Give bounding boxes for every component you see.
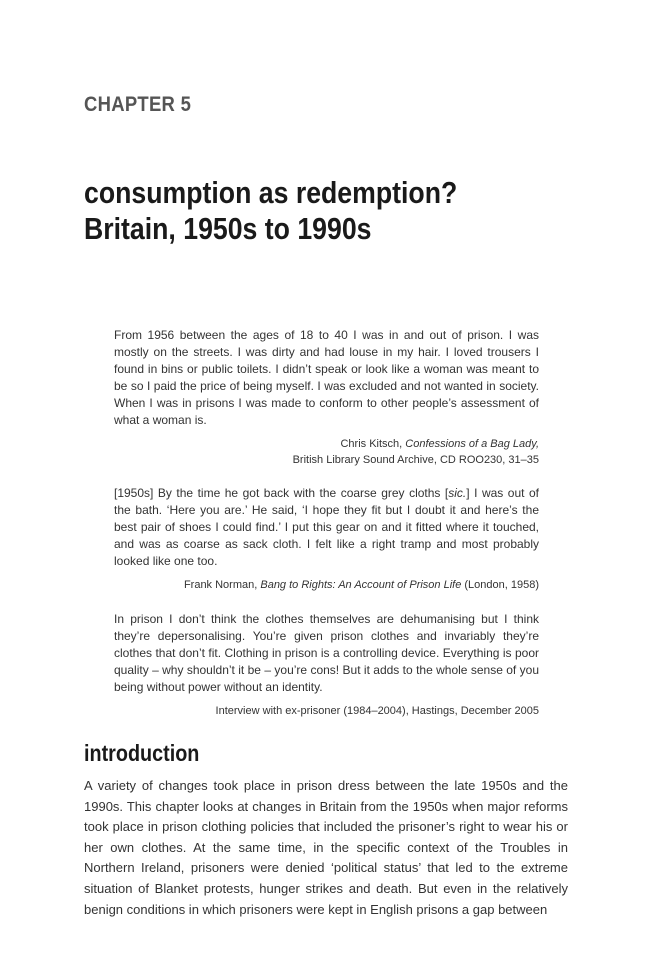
section-heading: introduction <box>84 740 200 766</box>
chapter-title-line-2: Britain, 1950s to 1990s <box>84 211 372 246</box>
epigraph-2-text-after: ] I was out of the bath. ‘Here you are.’ He said, ‘I hope they fit but I doubt it and here’s the best pair of shoes I could find.’ I put this gear on and it fitted where it touched, and was as coarse as sack cloth. I felt like a right tramp and most probably looked like one too. <box>114 486 539 568</box>
epigraph-3-attribution <box>114 703 539 719</box>
epigraph-1-work: Confessions of a Bag Lady, <box>405 438 539 450</box>
epigraph-2-text-before: [1950s] By the time he got back with the coarse grey cloths [ <box>114 486 449 500</box>
epigraph-2-attribution-line <box>114 577 539 593</box>
epigraph-2 <box>114 485 539 593</box>
epigraph-2-author: Frank Norman, <box>183 579 261 591</box>
epigraph-1-attribution-line-1 <box>114 436 539 452</box>
epigraph-1-attribution <box>114 436 539 468</box>
epigraph-1-author: Chris Kitsch, <box>340 438 406 450</box>
epigraph-3-attribution-line: Interview with ex-prisoner (1984–2004), Hastings, December 2005 <box>215 705 539 717</box>
epigraph-2-attribution <box>114 577 539 593</box>
epigraph-2-pubinfo: (London, 1958) <box>461 579 539 591</box>
chapter-title <box>84 175 457 247</box>
chapter-label: CHAPTER 5 <box>84 93 192 116</box>
epigraph-3 <box>114 611 539 719</box>
chapter-title-line-1: consumption as redemption? <box>84 175 458 210</box>
epigraph-1-attribution-line-2: British Library Sound Archive, CD ROO230, 31–35 <box>292 454 539 466</box>
epigraph-2-text <box>114 485 539 570</box>
epigraph-2-sic: sic. <box>448 486 467 500</box>
section-body-paragraph: A variety of changes took place in prison dress between the late 1950s and the 1990s. This chapter looks at changes in Britain from the 1950s when major reforms took place in prison clothing policies that included the prisoner’s right to wear his or her own clothes. At the same time, in the specific context of the Troubles in Northern Ireland, prisoners were denied ‘political status’ that led to the extreme situation of Blanket protests, hunger strikes and death. But even in the relatively benign conditions in which prisoners were kept in English prisons a gap between <box>84 778 568 917</box>
epigraph-1-text: From 1956 between the ages of 18 to 40 I was in and out of prison. I was mostly on the streets. I was dirty and had louse in my hair. I loved trousers I found in bins or public toilets. I didn’t speak or look like a woman was meant to be so I paid the price of being myself. I was excluded and not wanted in society. When I was in prisons I was made to conform to other people’s assessment of what a woman is. <box>114 328 539 427</box>
epigraph-1 <box>114 327 539 468</box>
epigraph-3-text: In prison I don’t think the clothes themselves are dehumanising but I think they’re depersonalising. You’re given prison clothes and invariably they’re clothes that don’t fit. Clothing in prison is a controlling device. Everything is poor quality – why shouldn’t it be – you’re cons! But it adds to the whole sense of you being without power without an identity. <box>114 612 539 694</box>
epigraph-2-work: Bang to Rights: An Account of Prison Life <box>260 579 462 591</box>
